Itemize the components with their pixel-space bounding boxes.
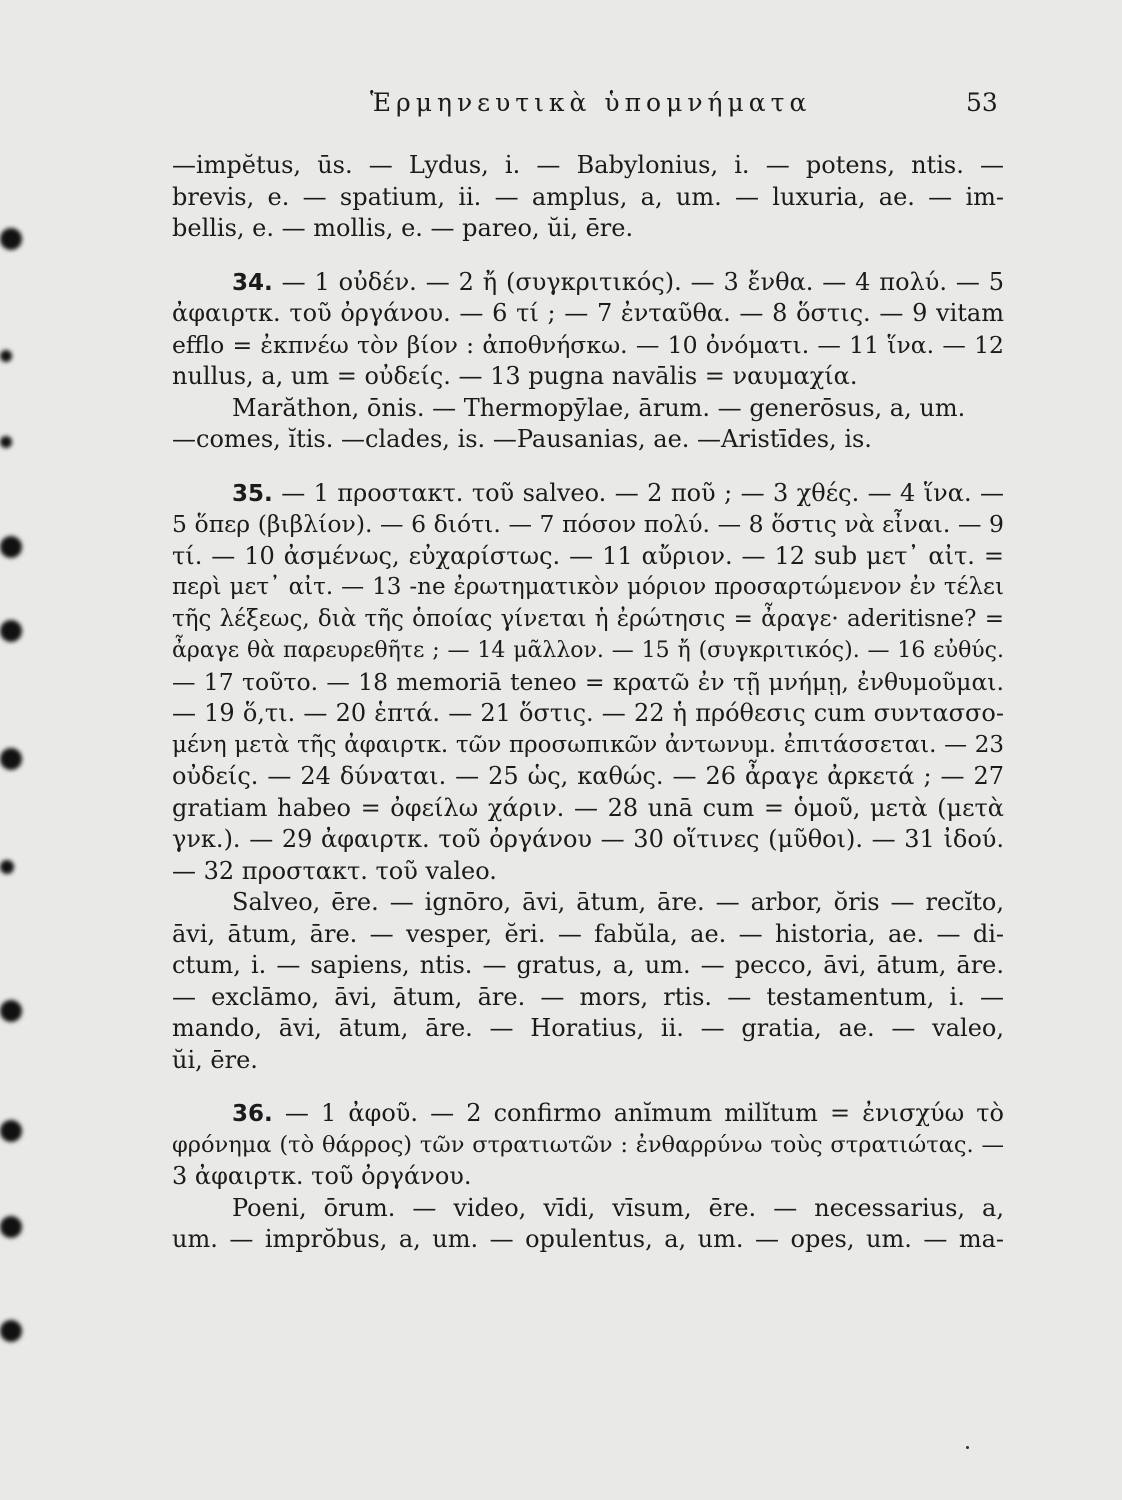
text-line: —comes, ĭtis. —clades, is. —Pausanias, ae. —Aristīdes, is. [172,425,872,453]
text-line: efflo = ἐκπνέω τὸν βίον : ἀποθνήσκω. — 10 ὀνόματι. — 11 ἵνα. — 12 [172,330,1004,359]
text-line: περὶ μετ᾿ αἰτ. — 13 -ne ἐρωτηματικὸν μόριον προσαρτώμενον ἐν τέλει [172,574,1004,600]
binding-hole-mark [0,620,22,642]
text-line: brevis, e. — spatium, ii. — amplus, a, um. — luxuria, ae. — im- [172,182,1004,211]
section-number: 34. [232,269,273,296]
text-line: āvi, ātum, āre. — vesper, ĕri. — fabŭla, ae. — historia, ae. — di- [172,919,1004,948]
paragraph-vocab-34 [172,393,1004,456]
text-line: ἀφαιρτκ. τοῦ ὀργάνου. — 6 τί ; — 7 ἐνταῦθα. — 8 ὅστις. — 9 vitam [172,299,1004,327]
running-title: Ἑρμηνευτικὰ ὑπομνήματα [370,88,812,117]
text-line [172,267,1004,299]
text-line: — 17 τοῦτο. — 18 memoriā teneo = κρατῶ ἐν τῇ μνήμῃ, ἐνθυμοῦμαι. [172,667,1004,696]
text-span: — 1 ἀφοῦ. — 2 confirmo anĭmum milĭtum = ἐνισχύω τὸ [284,1099,1004,1127]
binding-hole-mark [0,1320,22,1342]
binding-hole-mark [0,860,14,874]
page-body [172,150,1004,1256]
text-line: 5 ὅπερ (βιβλίον). — 6 διότι. — 7 πόσον πολύ. — 8 ὅστις νὰ εἶναι. — 9 [172,510,1004,538]
text-line: Poeni, ōrum. — video, vīdi, vīsum, ēre. — necessarius, a, [232,1193,1004,1222]
paragraph-vocab-35 [172,887,1004,1076]
text-line: τῆς λέξεως, διὰ τῆς ὁποίας γίνεται ἡ ἐρώτησις = ἆραγε· aderitisne? = [172,605,1004,632]
binding-hole-mark [0,436,12,448]
text-span: — 1 οὐδέν. — 2 ἤ (συγκριτικός). — 3 ἔνθα. — 4 πολύ. — 5 [281,267,1004,296]
section-number: 35. [232,480,273,507]
text-line: gratiam habeo = ὀφείλω χάριν. — 28 unā cum = ὁμοῦ, μετὰ (μετὰ [172,793,1004,822]
binding-hole-mark [0,536,22,558]
text-line: Marăthon, ōnis. — Thermopȳlae, ārum. — generōsus, a, um. [232,393,966,422]
paragraph-vocab-33 [172,150,1004,245]
text-line: bellis, e. — mollis, e. — pareo, ŭi, ēre. [172,214,634,242]
section-34 [172,267,1004,393]
paragraph-vocab-36 [172,1193,1004,1256]
text-line: ŭi, ēre. [172,1045,258,1074]
page-number: 53 [966,88,998,117]
text-line: Salveo, ēre. — ignōro, āvi, ātum, āre. — arbor, ŏris — recĭto, [232,888,1004,916]
text-line: ἆραγε θὰ παρευρεθῆτε ; — 14 μᾶλλον. — 15 ἤ (συγκριτικός). — 16 εὐθύς. [172,638,1004,663]
text-line: 3 ἀφαιρτκ. τοῦ ὀργάνου. [172,1162,472,1190]
text-line: — 32 προστακτ. τοῦ valeo. [172,856,497,885]
text-line: οὐδείς. — 24 δύναται. — 25 ὡς, καθώς. — 26 ἆραγε ἀρκετά ; — 27 [172,762,1004,790]
text-line: τί. — 10 ἀσμένως, εὐχαρίστως. — 11 αὔριον. — 12 sub μετ᾿ αἰτ. = [172,541,1004,570]
text-line: γνκ.). — 29 ἀφαιρτκ. τοῦ ὀργάνου — 30 οἵτινες (μῦθοι). — 31 ἰδού. [172,825,1004,853]
text-line: mando, āvi, ātum, āre. — Horatius, ii. — gratia, ae. — valeo, [172,1014,1004,1042]
text-line: —impĕtus, ūs. — Lydus, i. — Babylonius, i. — potens, ntis. — [172,151,1004,179]
section-36 [172,1098,1004,1193]
text-line [172,1098,1004,1130]
binding-hole-mark [0,748,22,770]
print-speck [966,1446,969,1449]
text-line [172,478,1004,510]
text-span: — 1 προστακτ. τοῦ salveo. — 2 ποῦ ; — 3 χθές. — 4 ἵνα. — [281,478,1004,507]
binding-hole-mark [0,350,12,362]
text-line: μένη μετὰ τῆς ἀφαιρτκ. τῶν προσωπικῶν ἀντωνυμ. ἐπιτάσσεται. — 23 [172,731,1004,758]
binding-hole-mark [0,228,22,250]
text-line: ctum, i. — sapiens, ntis. — gratus, a, um. — pecco, āvi, ātum, āre. [172,951,1004,979]
text-line: φρόνημα (τὸ θάρρος) τῶν στρατιωτῶν : ἐνθαρρύνω τοὺς στρατιώτας. — [172,1131,1004,1158]
text-line: nullus, a, um = οὐδείς. — 13 pugna navālis = ναυμαχία. [172,362,858,390]
text-line: um. — imprŏbus, a, um. — opulentus, a, um. — opes, um. — ma- [172,1225,1004,1253]
section-35 [172,478,1004,888]
section-number: 36. [232,1101,273,1127]
binding-hole-mark [0,1216,22,1238]
binding-hole-mark [0,1000,22,1022]
text-line: — exclāmo, āvi, ātum, āre. — mors, rtis. — testamentum, i. — [172,982,1004,1011]
text-line: — 19 ὅ,τι. — 20 ἑπτά. — 21 ὅστις. — 22 ἡ πρόθεσις cum συντασσο- [172,699,1004,727]
page-header [0,88,1122,128]
binding-hole-mark [0,1120,22,1142]
